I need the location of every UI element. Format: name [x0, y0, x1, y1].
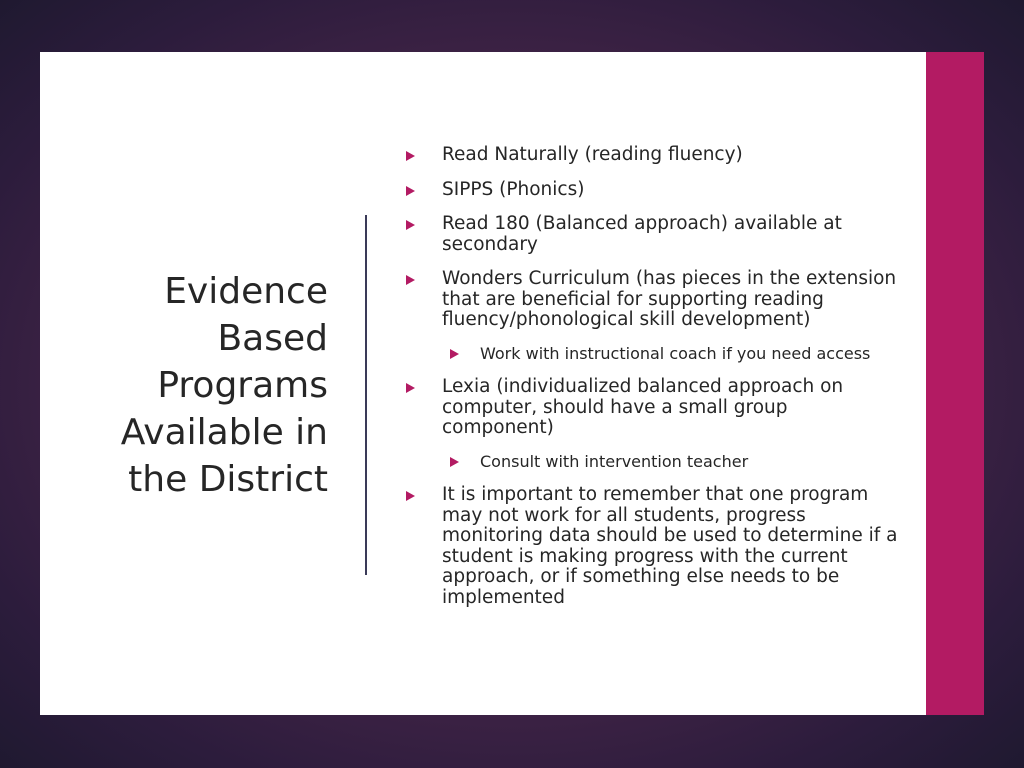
triangle-right-icon [406, 151, 415, 161]
bullet-item [402, 377, 902, 439]
title-line: Evidence [164, 271, 328, 312]
bullet-text: Consult with intervention teacher [480, 451, 749, 471]
bullet-item [402, 485, 902, 608]
title-line: Programs [157, 365, 328, 406]
triangle-right-icon [406, 383, 415, 393]
title-line: the District [128, 459, 328, 500]
triangle-right-icon [450, 349, 459, 359]
bullet-item [402, 145, 902, 166]
bullet-text: Wonders Curriculum (has pieces in the extension that are beneficial for supporting reading fluency/phonological skill development) [442, 268, 897, 330]
triangle-right-icon [450, 457, 459, 467]
bullet-text: It is important to remember that one program may not work for all students, progress monitoring data should be used to determine if a student is making progress with the current approach, or if something else needs to be implemented [442, 484, 898, 608]
bullet-item [402, 214, 902, 255]
triangle-right-icon [406, 186, 415, 196]
sub-bullet-item [402, 453, 902, 471]
bullet-item [402, 269, 902, 331]
title-line: Based [217, 318, 328, 359]
bullet-text: Work with instructional coach if you need access [480, 343, 871, 363]
bullet-list [402, 145, 902, 622]
sub-bullet-item [402, 345, 902, 363]
bullet-text: SIPPS (Phonics) [442, 178, 585, 200]
vertical-divider [365, 215, 367, 575]
bullet-item [402, 180, 902, 201]
slide-title [60, 268, 328, 503]
bullet-text: Read Naturally (reading fluency) [442, 144, 743, 165]
bullet-text: Lexia (individualized balanced approach on computer, should have a small group component) [442, 376, 844, 438]
accent-bar [926, 52, 984, 715]
triangle-right-icon [406, 275, 415, 285]
triangle-right-icon [406, 220, 415, 230]
bullet-text: Read 180 (Balanced approach) available at secondary [442, 213, 842, 255]
triangle-right-icon [406, 491, 415, 501]
title-line: Available in [120, 412, 328, 453]
